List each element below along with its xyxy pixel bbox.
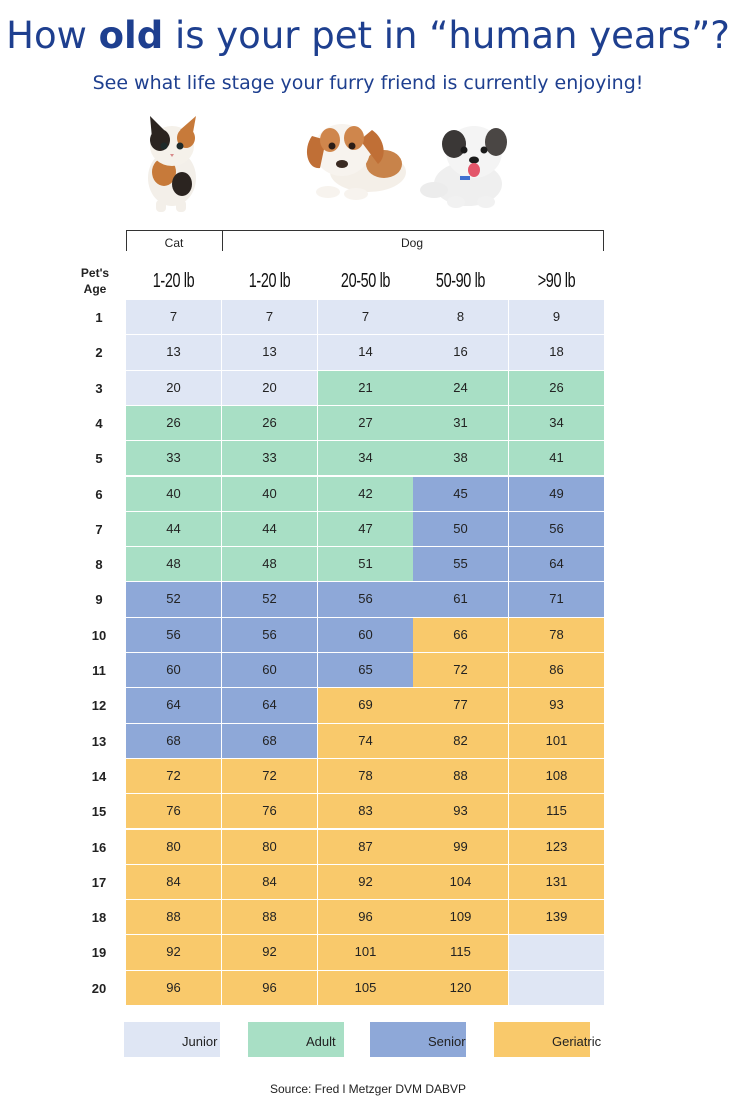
table-cell: 101 — [318, 935, 413, 969]
table-cell: 93 — [413, 794, 508, 828]
pet-age-label: 12 — [91, 698, 107, 714]
table-cell: 52 — [126, 582, 221, 616]
table-cell: 139 — [509, 900, 604, 934]
table-cell: 68 — [222, 724, 317, 758]
cat-group-label: Cat — [164, 236, 184, 250]
table-cell: 115 — [413, 935, 508, 969]
table-cell: 109 — [413, 900, 508, 934]
table-cell: 26 — [222, 406, 317, 440]
table-cell: 13 — [126, 335, 221, 369]
table-cell: 33 — [126, 441, 221, 475]
table-cell: 101 — [509, 724, 604, 758]
column-header: 20-50 lb — [340, 270, 391, 292]
table-cell: 78 — [318, 759, 413, 793]
table-cell: 26 — [509, 371, 604, 405]
table-cell: 96 — [318, 900, 413, 934]
table-cell: 88 — [126, 900, 221, 934]
table-cell: 34 — [318, 441, 413, 475]
table-cell: 34 — [509, 406, 604, 440]
pet-age-label: 5 — [95, 451, 103, 467]
table-cell: 44 — [222, 512, 317, 546]
pet-age-label: 6 — [95, 486, 103, 502]
table-cell: 24 — [413, 371, 508, 405]
table-cell: 44 — [126, 512, 221, 546]
table-cell: 88 — [222, 900, 317, 934]
table-cell: 92 — [222, 935, 317, 969]
table-cell: 69 — [318, 688, 413, 722]
table-cell: 7 — [126, 300, 221, 334]
table-cell: 47 — [318, 512, 413, 546]
table-cell: 87 — [318, 830, 413, 864]
puppy-lying-image — [298, 110, 410, 202]
column-header: 50-90 lb — [435, 270, 486, 292]
table-cell: 56 — [509, 512, 604, 546]
pet-age-label: 17 — [91, 874, 107, 890]
table-cell: 48 — [126, 547, 221, 581]
table-cell: 42 — [318, 477, 413, 511]
table-cell: 82 — [413, 724, 508, 758]
table-cell: 123 — [509, 830, 604, 864]
page-title: How old is your pet in “human years”? — [6, 14, 730, 57]
table-cell: 120 — [413, 971, 508, 1005]
table-cell: 66 — [413, 618, 508, 652]
dog-group-label: Dog — [400, 236, 423, 250]
pet-age-label: 18 — [91, 910, 107, 926]
legend-label-adult: Adult — [306, 1034, 336, 1049]
table-cell: 41 — [509, 441, 604, 475]
table-cell: 68 — [126, 724, 221, 758]
table-cell: 80 — [222, 830, 317, 864]
table-cell: 27 — [318, 406, 413, 440]
table-cell: 92 — [318, 865, 413, 899]
table-cell: 49 — [509, 477, 604, 511]
table-cell: 72 — [126, 759, 221, 793]
table-cell: 16 — [413, 335, 508, 369]
table-cell: 99 — [413, 830, 508, 864]
table-cell: 77 — [413, 688, 508, 722]
table-cell: 8 — [413, 300, 508, 334]
table-cell: 14 — [318, 335, 413, 369]
pet-age-label: 13 — [91, 733, 107, 749]
page-subtitle: See what life stage your furry friend is currently enjoying! — [92, 72, 644, 94]
pets-age-header: Pet's Age — [80, 266, 110, 296]
table-cell: 88 — [413, 759, 508, 793]
table-cell: 48 — [222, 547, 317, 581]
table-cell: 60 — [318, 618, 413, 652]
table-cell: 104 — [413, 865, 508, 899]
column-header: >90 lb — [537, 270, 576, 292]
pet-photos — [0, 106, 736, 218]
table-cell: 108 — [509, 759, 604, 793]
table-cell: 80 — [126, 830, 221, 864]
table-cell: 84 — [126, 865, 221, 899]
table-cell: 74 — [318, 724, 413, 758]
table-cell: 71 — [509, 582, 604, 616]
table-cell: 76 — [126, 794, 221, 828]
table-cell — [509, 971, 604, 1005]
table-cell: 72 — [413, 653, 508, 687]
legend-label-senior: Senior — [428, 1034, 466, 1049]
pet-age-label: 8 — [95, 557, 103, 573]
column-header: 1-20 lb — [152, 270, 195, 292]
table-cell: 56 — [222, 618, 317, 652]
table-cell: 9 — [509, 300, 604, 334]
table-cell: 84 — [222, 865, 317, 899]
table-cell: 18 — [509, 335, 604, 369]
pet-age-label: 2 — [95, 345, 103, 361]
table-cell: 40 — [222, 477, 317, 511]
table-cell: 55 — [413, 547, 508, 581]
pet-age-label: 14 — [91, 768, 107, 784]
pet-age-label: 19 — [91, 945, 107, 961]
pet-age-label: 15 — [91, 804, 107, 820]
table-cell: 50 — [413, 512, 508, 546]
table-cell: 64 — [222, 688, 317, 722]
pet-age-label: 9 — [95, 592, 103, 608]
table-cell: 13 — [222, 335, 317, 369]
table-cell: 7 — [318, 300, 413, 334]
table-cell: 72 — [222, 759, 317, 793]
table-cell: 33 — [222, 441, 317, 475]
pet-age-label: 10 — [91, 627, 107, 643]
table-cell: 105 — [318, 971, 413, 1005]
legend-label-junior: Junior — [182, 1034, 218, 1049]
table-cell — [509, 935, 604, 969]
column-header: 1-20 lb — [248, 270, 291, 292]
table-cell: 96 — [222, 971, 317, 1005]
table-cell: 51 — [318, 547, 413, 581]
source-credit: Source: Fred l Metzger DVM DABVP — [269, 1082, 467, 1096]
table-cell: 65 — [318, 653, 413, 687]
pet-age-label: 7 — [95, 521, 103, 537]
table-cell: 64 — [126, 688, 221, 722]
table-cell: 78 — [509, 618, 604, 652]
table-cell: 52 — [222, 582, 317, 616]
table-cell: 26 — [126, 406, 221, 440]
table-cell: 56 — [126, 618, 221, 652]
table-cell: 131 — [509, 865, 604, 899]
table-cell: 40 — [126, 477, 221, 511]
table-cell: 31 — [413, 406, 508, 440]
table-cell: 61 — [413, 582, 508, 616]
table-cell: 115 — [509, 794, 604, 828]
legend-label-geriatric: Geriatric — [552, 1034, 602, 1049]
table-cell: 56 — [318, 582, 413, 616]
table-cell: 86 — [509, 653, 604, 687]
pet-age-label: 16 — [91, 839, 107, 855]
pet-age-label: 3 — [95, 380, 103, 396]
table-cell: 20 — [126, 371, 221, 405]
table-cell: 21 — [318, 371, 413, 405]
table-cell: 64 — [509, 547, 604, 581]
table-cell: 7 — [222, 300, 317, 334]
puppy-sitting-image — [416, 118, 512, 210]
kitten-image — [134, 112, 210, 216]
table-cell: 96 — [126, 971, 221, 1005]
pet-age-label: 11 — [92, 663, 106, 678]
pet-age-label: 4 — [95, 415, 103, 431]
table-cell: 20 — [222, 371, 317, 405]
table-cell: 93 — [509, 688, 604, 722]
table-cell: 60 — [126, 653, 221, 687]
table-cell: 92 — [126, 935, 221, 969]
table-cell: 83 — [318, 794, 413, 828]
table-cell: 60 — [222, 653, 317, 687]
table-cell: 45 — [413, 477, 508, 511]
table-cell: 38 — [413, 441, 508, 475]
table-cell: 76 — [222, 794, 317, 828]
pet-age-label: 1 — [95, 310, 103, 325]
pet-age-label: 20 — [91, 980, 107, 996]
